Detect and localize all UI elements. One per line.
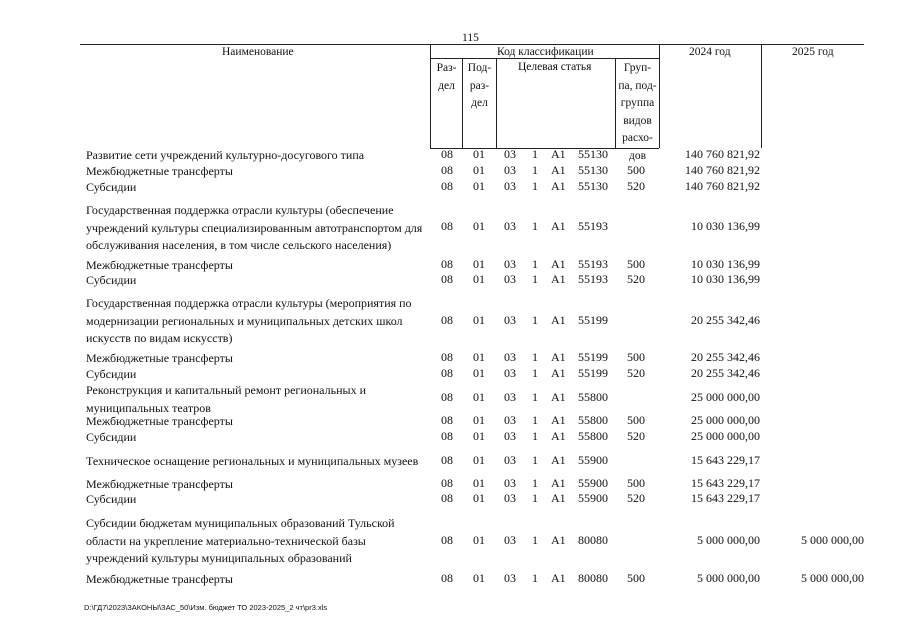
row-name: Субсидии bbox=[86, 367, 137, 381]
cell-cs-3: А1 bbox=[551, 390, 566, 404]
cell-cs-4: 80080 bbox=[578, 533, 608, 547]
row-name: Межбюджетные трансферты bbox=[86, 258, 233, 272]
cell-vr: 520 bbox=[627, 366, 645, 380]
row-name: Государственная поддержка отрасли культуры (мероприятия по модернизации региональных и муниципальных детских школ искусств по видам искусств) bbox=[86, 296, 412, 345]
cell-cs-2: 1 bbox=[532, 491, 538, 505]
cell-cs-3: А1 bbox=[551, 350, 566, 364]
cell-razdel: 08 bbox=[441, 350, 453, 364]
row-name: Техническое оснащение региональных и муниципальных музеев bbox=[86, 454, 419, 468]
cell-2024: 15 643 229,17 bbox=[691, 453, 760, 467]
cell-cs-1: 03 bbox=[504, 219, 516, 233]
cell-vr: 500 bbox=[627, 163, 645, 177]
cell-cs-4: 55199 bbox=[578, 350, 608, 364]
cell-cs-4: 55900 bbox=[578, 476, 608, 490]
cell-vr: 500 bbox=[627, 571, 645, 585]
cell-podrazdel: 01 bbox=[473, 533, 485, 547]
cell-2024: 15 643 229,17 bbox=[691, 476, 760, 490]
cell-cs-1: 03 bbox=[504, 272, 516, 286]
header-year2: 2025 год bbox=[792, 46, 834, 58]
cell-vr: 520 bbox=[627, 491, 645, 505]
header-celevaya: Целевая статья bbox=[518, 61, 592, 73]
row-name: Субсидии bbox=[86, 273, 137, 287]
cell-podrazdel: 01 bbox=[473, 179, 485, 193]
cell-razdel: 08 bbox=[441, 272, 453, 286]
cell-cs-1: 03 bbox=[504, 476, 516, 490]
cell-vr: 500 bbox=[627, 257, 645, 271]
cell-2024: 20 255 342,46 bbox=[691, 366, 760, 380]
cell-podrazdel: 01 bbox=[473, 429, 485, 443]
cell-cs-4: 80080 bbox=[578, 571, 608, 585]
row-name: Межбюджетные трансферты bbox=[86, 477, 233, 491]
cell-vr: 520 bbox=[627, 429, 645, 443]
row-name: Субсидии bbox=[86, 430, 137, 444]
cell-razdel: 08 bbox=[441, 147, 453, 161]
header-gruppa-line: дов bbox=[628, 149, 647, 162]
cell-podrazdel: 01 bbox=[473, 257, 485, 271]
cell-podrazdel: 01 bbox=[473, 390, 485, 404]
cell-razdel: 08 bbox=[441, 257, 453, 271]
row-name: Межбюджетные трансферты bbox=[86, 414, 233, 428]
cell-cs-3: А1 bbox=[551, 313, 566, 327]
cell-cs-1: 03 bbox=[504, 390, 516, 404]
cell-cs-2: 1 bbox=[532, 179, 538, 193]
cell-razdel: 08 bbox=[441, 179, 453, 193]
cell-razdel: 08 bbox=[441, 453, 453, 467]
cell-razdel: 08 bbox=[441, 571, 453, 585]
cell-podrazdel: 01 bbox=[473, 350, 485, 364]
cell-razdel: 08 bbox=[441, 429, 453, 443]
cell-2024: 5 000 000,00 bbox=[697, 533, 760, 547]
cell-vr: 520 bbox=[627, 179, 645, 193]
header-name: Наименование bbox=[222, 46, 294, 58]
cell-cs-4: 55193 bbox=[578, 272, 608, 286]
header-podrazdel bbox=[463, 60, 496, 113]
header-podrazdel-line: Под- bbox=[467, 62, 492, 74]
cell-cs-3: А1 bbox=[551, 453, 566, 467]
cell-2024: 10 030 136,99 bbox=[691, 257, 760, 271]
header-gruppa bbox=[616, 60, 659, 165]
header-vline-year1 bbox=[761, 44, 762, 148]
cell-vr: 500 bbox=[627, 476, 645, 490]
row-name: Субсидии bbox=[86, 180, 137, 194]
header-gruppa-line: группа bbox=[620, 97, 655, 109]
cell-cs-2: 1 bbox=[532, 366, 538, 380]
row-name: Субсидии бюджетам муниципальных образований Тульской области на укрепление материально-технической базы учреждений культуры муниципальных образований bbox=[86, 516, 395, 565]
cell-cs-4: 55199 bbox=[578, 313, 608, 327]
cell-cs-3: А1 bbox=[551, 476, 566, 490]
header-gruppa-line: видов bbox=[623, 114, 652, 127]
cell-razdel: 08 bbox=[441, 476, 453, 490]
cell-razdel: 08 bbox=[441, 163, 453, 177]
cell-cs-3: А1 bbox=[551, 533, 566, 547]
cell-cs-3: А1 bbox=[551, 571, 566, 585]
cell-podrazdel: 01 bbox=[473, 147, 485, 161]
cell-cs-1: 03 bbox=[504, 571, 516, 585]
cell-cs-1: 03 bbox=[504, 413, 516, 427]
header-year1: 2024 год bbox=[689, 46, 731, 58]
cell-cs-1: 03 bbox=[504, 257, 516, 271]
cell-cs-4: 55193 bbox=[578, 219, 608, 233]
header-gruppa-line: Груп- bbox=[623, 62, 652, 74]
row-name: Государственная поддержка отрасли культуры (обеспечение учреждений культуры специализированным автотранспортом для обслуживания населения, в том числе сельского населения) bbox=[86, 203, 423, 252]
file-path-footer: D:\ГД7\2023\ЗАКОНЫ\ЗАС_50\Изм. бюджет ТО 2023-2025_2 чт\pr3.xls bbox=[84, 603, 328, 612]
cell-cs-2: 1 bbox=[532, 147, 538, 161]
page-number: 115 bbox=[462, 32, 479, 44]
cell-cs-4: 55800 bbox=[578, 429, 608, 443]
cell-cs-3: А1 bbox=[551, 163, 566, 177]
row-name: Межбюджетные трансферты bbox=[86, 351, 233, 365]
cell-podrazdel: 01 bbox=[473, 366, 485, 380]
cell-cs-4: 55900 bbox=[578, 453, 608, 467]
cell-cs-3: А1 bbox=[551, 413, 566, 427]
cell-cs-1: 03 bbox=[504, 313, 516, 327]
cell-cs-3: А1 bbox=[551, 179, 566, 193]
cell-cs-4: 55199 bbox=[578, 366, 608, 380]
cell-razdel: 08 bbox=[441, 491, 453, 505]
header-code-divider bbox=[430, 58, 659, 59]
cell-podrazdel: 01 bbox=[473, 453, 485, 467]
row-name: Развитие сети учреждений культурно-досугового типа bbox=[86, 148, 365, 162]
cell-razdel: 08 bbox=[441, 533, 453, 547]
cell-cs-2: 1 bbox=[532, 476, 538, 490]
cell-2024: 25 000 000,00 bbox=[691, 413, 760, 427]
cell-podrazdel: 01 bbox=[473, 571, 485, 585]
cell-podrazdel: 01 bbox=[473, 491, 485, 505]
header-podrazdel-line: раз- bbox=[469, 79, 490, 92]
cell-razdel: 08 bbox=[441, 366, 453, 380]
cell-cs-2: 1 bbox=[532, 163, 538, 177]
cell-2024: 20 255 342,46 bbox=[691, 350, 760, 364]
cell-2024: 20 255 342,46 bbox=[691, 313, 760, 327]
cell-cs-2: 1 bbox=[532, 429, 538, 443]
cell-vr: 520 bbox=[627, 272, 645, 286]
cell-cs-1: 03 bbox=[504, 366, 516, 380]
cell-cs-4: 55193 bbox=[578, 257, 608, 271]
cell-podrazdel: 01 bbox=[473, 219, 485, 233]
cell-cs-1: 03 bbox=[504, 491, 516, 505]
cell-2024: 140 760 821,92 bbox=[685, 163, 760, 177]
cell-cs-2: 1 bbox=[532, 272, 538, 286]
cell-cs-4: 55130 bbox=[578, 147, 608, 161]
row-name: Межбюджетные трансферты bbox=[86, 164, 233, 178]
cell-vr: 500 bbox=[627, 413, 645, 427]
header-gruppa-line: расхо- bbox=[622, 132, 653, 144]
cell-cs-2: 1 bbox=[532, 219, 538, 233]
cell-cs-4: 55800 bbox=[578, 413, 608, 427]
row-name: Межбюджетные трансферты bbox=[86, 572, 233, 586]
cell-2024: 140 760 821,92 bbox=[685, 179, 760, 193]
row-name: Реконструкция и капитальный ремонт региональных и муниципальных театров bbox=[86, 383, 366, 415]
cell-cs-2: 1 bbox=[532, 533, 538, 547]
header-vline-gruppa bbox=[659, 44, 660, 148]
cell-cs-3: А1 bbox=[551, 219, 566, 233]
cell-2024: 10 030 136,99 bbox=[691, 219, 760, 233]
cell-cs-3: А1 bbox=[551, 257, 566, 271]
cell-cs-1: 03 bbox=[504, 179, 516, 193]
cell-cs-2: 1 bbox=[532, 571, 538, 585]
cell-2024: 25 000 000,00 bbox=[691, 429, 760, 443]
cell-razdel: 08 bbox=[441, 413, 453, 427]
cell-cs-3: А1 bbox=[551, 491, 566, 505]
table-top-border bbox=[80, 44, 864, 45]
cell-cs-1: 03 bbox=[504, 163, 516, 177]
cell-cs-3: А1 bbox=[551, 366, 566, 380]
cell-cs-4: 55900 bbox=[578, 491, 608, 505]
cell-cs-2: 1 bbox=[532, 313, 538, 327]
header-podrazdel-line: дел bbox=[471, 97, 488, 109]
cell-cs-4: 55800 bbox=[578, 390, 608, 404]
cell-podrazdel: 01 bbox=[473, 313, 485, 327]
cell-2024: 10 030 136,99 bbox=[691, 272, 760, 286]
cell-cs-1: 03 bbox=[504, 533, 516, 547]
header-razdel bbox=[431, 60, 462, 95]
cell-cs-3: А1 bbox=[551, 147, 566, 161]
header-gruppa-line: па, под- bbox=[618, 79, 657, 92]
cell-cs-3: А1 bbox=[551, 429, 566, 443]
cell-cs-1: 03 bbox=[504, 429, 516, 443]
header-razdel-line: дел bbox=[438, 79, 455, 92]
cell-razdel: 08 bbox=[441, 390, 453, 404]
cell-cs-2: 1 bbox=[532, 453, 538, 467]
cell-cs-3: А1 bbox=[551, 272, 566, 286]
cell-podrazdel: 01 bbox=[473, 413, 485, 427]
cell-vr: 500 bbox=[627, 350, 645, 364]
header-vline-podrazdel bbox=[496, 58, 497, 148]
cell-2024: 140 760 821,92 bbox=[685, 147, 760, 161]
cell-cs-1: 03 bbox=[504, 147, 516, 161]
cell-2024: 5 000 000,00 bbox=[697, 571, 760, 585]
cell-cs-1: 03 bbox=[504, 350, 516, 364]
cell-cs-2: 1 bbox=[532, 350, 538, 364]
cell-cs-1: 03 bbox=[504, 453, 516, 467]
header-razdel-line: Раз- bbox=[436, 62, 457, 74]
cell-2025: 5 000 000,00 bbox=[801, 533, 864, 547]
cell-razdel: 08 bbox=[441, 313, 453, 327]
cell-cs-2: 1 bbox=[532, 413, 538, 427]
header-code: Код классификации bbox=[497, 46, 594, 58]
cell-razdel: 08 bbox=[441, 219, 453, 233]
cell-2024: 15 643 229,17 bbox=[691, 491, 760, 505]
row-name: Субсидии bbox=[86, 492, 137, 506]
cell-2024: 25 000 000,00 bbox=[691, 390, 760, 404]
cell-cs-2: 1 bbox=[532, 390, 538, 404]
cell-podrazdel: 01 bbox=[473, 476, 485, 490]
cell-cs-4: 55130 bbox=[578, 163, 608, 177]
cell-podrazdel: 01 bbox=[473, 272, 485, 286]
cell-2025: 5 000 000,00 bbox=[801, 571, 864, 585]
cell-cs-4: 55130 bbox=[578, 179, 608, 193]
cell-cs-2: 1 bbox=[532, 257, 538, 271]
cell-podrazdel: 01 bbox=[473, 163, 485, 177]
